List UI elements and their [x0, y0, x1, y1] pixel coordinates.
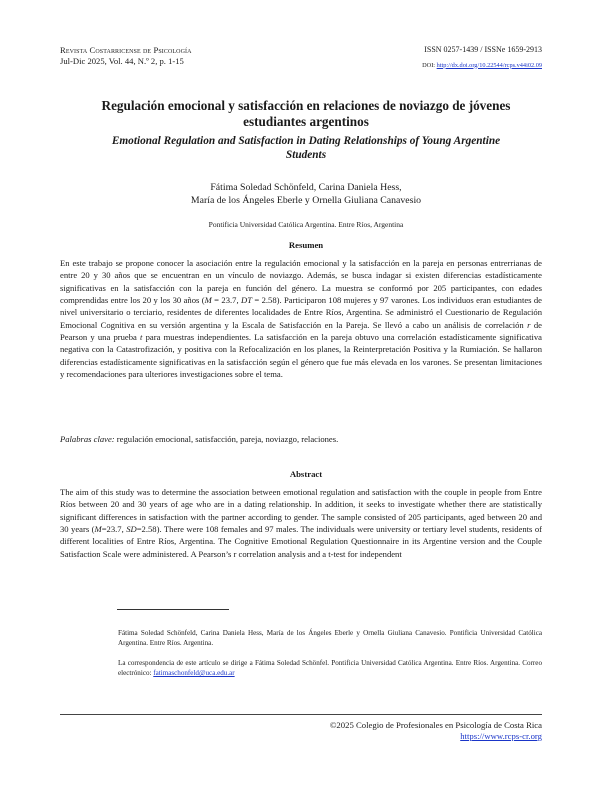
resumen-paragraph [60, 257, 542, 380]
issn: ISSN 0257-1439 / ISSNe 1659-2913 [424, 45, 542, 54]
doi-label: DOI: [422, 61, 436, 69]
footnote-divider [117, 609, 229, 610]
abstract-mean: =23.7, [101, 524, 127, 535]
abstract-paragraph [60, 486, 542, 560]
authors-line-1: Fátima Soledad Schönfeld, Carina Daniela Hess, [210, 182, 402, 193]
issn-header [422, 45, 542, 71]
doi-line [422, 61, 542, 72]
authors [100, 181, 512, 207]
abstract-heading: Abstract [289, 469, 323, 479]
page-footer [330, 720, 542, 742]
resumen-text-3: de Pearson y una prueba [60, 319, 542, 343]
stat-symbol-t: t [140, 332, 143, 343]
stat-symbol-r: r [527, 319, 531, 330]
journal-header [60, 45, 192, 66]
title-english: Emotional Regulation and Satisfaction in Dating Relationships of Young Argentine Students [111, 135, 501, 161]
resumen-text-2: = 2.58). Participaron 108 mujeres y 97 varones. Los individuos eran estudiantes de nivel universitario o terciario, residentes de diferentes localidades de Entre Ríos, Argentina. Se administró el Cuestionario de Regulación Emocional Cognitiva en su versión argentina y la Escala de Satisfacción en la Pareja. Se llevó a cabo un análisis de correlación [60, 295, 542, 330]
stat-symbol-sd: SD [126, 524, 137, 535]
keywords [60, 433, 542, 445]
stat-symbol-m: M [204, 295, 212, 306]
abstract-text-1: The aim of this study was to determine the association between emotional regulation and satisfaction with the couple in people from Entre Ríos between 20 and 30 years of age who are in a dating relationship. In addition, it seeks to investigate whether there are statistically significant differences in satisfaction with the partner according to gender. The sample consisted of 205 participants, aged between 20 and 30 years ( [60, 487, 542, 535]
title-spanish: Regulación emocional y satisfacción en relaciones de noviazgo de jóvenes estudiantes argentinos [101, 98, 511, 129]
keywords-list: regulación emocional, satisfacción, pareja, noviazgo, relaciones. [114, 434, 339, 444]
resumen-text-4: para muestras independientes. La satisfacción en la pareja obtuvo una correlación estadísticamente significativa negativa con la Catastrofización, y positiva con la Refocalización en los planes, la Reinterpretación Positiva y la Rumiación. Se hallaron diferencias estadísticamente significativas en la satisfacción según el género que fue más elevada en los varones. Se presentan limitaciones y recomendaciones para ulteriores investigaciones sobre el tema. [60, 332, 543, 380]
abstract-text-2: =2.58). There were 108 females and 97 males. The individuals were university or tertiary level students, residents of different localities of Entre Ríos, Argentina. The Cognitive Emotional Regulation Questionnaire in its Argentine version and the Couple Satisfaction Scale were administered. A Pearson’s r correlation analysis and a t-test for independent [60, 524, 542, 559]
issue-info: Jul-Dic 2025, Vol. 44, N.º 2, p. 1-15 [60, 55, 184, 66]
stat-symbol-m-en: M [94, 524, 102, 535]
footnote-correspondence [118, 658, 542, 679]
keywords-label: Palabras clave: [60, 434, 115, 444]
email-link[interactable]: fatimaschonfeld@uca.edu.ar [153, 669, 235, 678]
resumen-text-1: En este trabajo se propone conocer la asociación entre la regulación emocional y la satisfacción en la pareja en personas entrerrianas de entre 20 y 30 años que se encuentran en un vínculo de noviazgo. Además, se busca indagar si existen diferencias estadísticamente significativas en la satisfacción con la pareja en función del género. La muestra se conformó por 205 participantes, con edades comprendidas entre los 20 y los 30 años ( [60, 258, 542, 306]
stat-symbol-dt: DT [240, 295, 252, 306]
website-link[interactable]: https://www.rcps-cr.org [460, 731, 542, 741]
resumen-heading: Resumen [288, 240, 324, 250]
authors-line-2: María de los Ángeles Eberle y Ornella Giuliana Canavesio [190, 195, 422, 206]
doi-link[interactable]: http://dx.doi.org/10.22544/rcps.v44i02.09 [436, 61, 542, 69]
resumen-mean: = 23.7, [211, 295, 241, 306]
affiliation: Pontificia Universidad Católica Argentina. Entre Ríos, Argentina [208, 220, 404, 229]
correspondence-text: La correspondencia de este artículo se dirige a Fátima Soledad Schönfel. Pontificia Universidad Católica Argentina. Entre Ríos. Argentina. Correo electrónico: [118, 659, 542, 678]
footnote-authors: Fátima Soledad Schönfeld, Carina Daniela Hess, María de los Ángeles Eberle y Ornella Giuliana Canavesio. Pontificia Universidad Católica Argentina. Entre Ríos. Argentina. [118, 629, 542, 648]
journal-name: Revista Costarricense de Psicología [60, 45, 192, 55]
copyright: ©2025 Colegio de Profesionales en Psicología de Costa Rica [329, 720, 542, 730]
footer-divider [60, 714, 542, 715]
